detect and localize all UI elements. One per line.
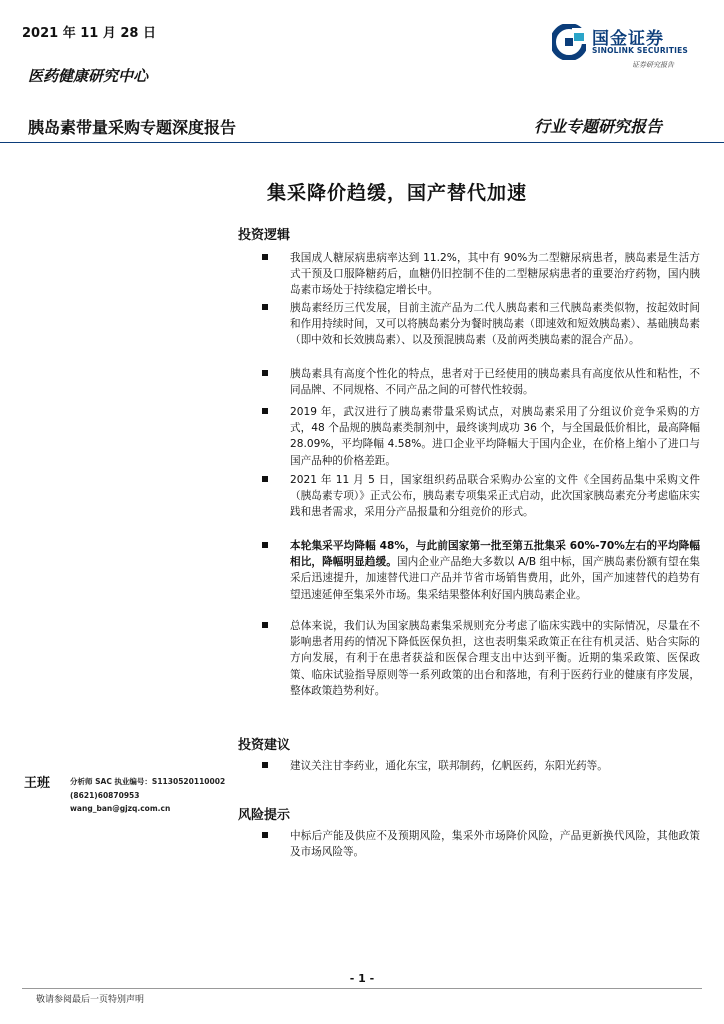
- analyst-email[interactable]: wang_ban@gjzq.com.cn: [70, 804, 171, 813]
- bullet-text: 2019 年，武汉进行了胰岛素带量采购试点，对胰岛素采用了分组议价竞争采购的方式，48 个品规的胰岛素类制剂中，最终谈判成功 36 个，与全国最低价相比，最高降幅 28.09%，平均降幅 4.58%。进口企业平均降幅大于国内企业，在价格上缩小了进口与国产品种的价格差距。: [290, 406, 700, 467]
- bullet-text: [290, 538, 700, 603]
- bullet-text: 胰岛素具有高度个性化的特点，患者对于已经使用的胰岛素具有高度依从性和粘性，不同品牌、不同规格、不同产品之间的可替代性较弱。: [290, 368, 700, 397]
- bullet-square-icon: [262, 622, 268, 628]
- bullet-square-icon: [262, 762, 268, 768]
- bullet-square-icon: [262, 254, 268, 260]
- section-heading-advice: 投资建议: [238, 738, 291, 753]
- department-name: 医药健康研究中心: [28, 67, 149, 85]
- bullet-square-icon: [262, 304, 268, 310]
- analyst-name: 王班: [24, 776, 51, 791]
- logo-text-en: SINOLINK SECURITIES: [592, 46, 689, 55]
- bullet-square-icon: [262, 542, 268, 548]
- analyst-phone: (8621)60870953: [70, 790, 140, 800]
- bullet-text: 中标后产能及供应不及预期风险，集采外市场降价风险，产品更新换代风险，其他政策及市场风险等。: [290, 830, 700, 859]
- logo-text-cn: 国金证券: [592, 29, 664, 49]
- page-number: - 1 -: [349, 972, 375, 985]
- bullet-text: 胰岛素经历三代发展，目前主流产品为二代人胰岛素和三代胰岛素类似物，按起效时间和作用持续时间，又可以将胰岛素分为餐时胰岛素（即速效和短效胰岛素）、基础胰岛素（即中效和长效胰岛素）、以及预混胰岛素（及前两类胰岛素的混合产品）。: [290, 302, 700, 347]
- bullet-text: 2021 年 11 月 5 日，国家组织药品联合采购办公室的文件《全国药品集中采购文件（胰岛素专项）》正式公布，胰岛素专项集采正式启动，此次国家胰岛素充分考虑临床实践和患者需求，采用分产品报量和分组竞价的形式。: [290, 474, 700, 519]
- footer-divider: [22, 988, 702, 989]
- bullet-square-icon: [262, 832, 268, 838]
- section-heading-logic: 投资逻辑: [238, 228, 291, 243]
- report-date: 2021 年 11 月 28 日: [22, 26, 156, 41]
- footer-disclaimer[interactable]: 敬请参阅最后一页特别声明: [36, 995, 145, 1005]
- bullet-square-icon: [262, 370, 268, 376]
- bullet-text: 建议关注甘李药业，通化东宝，联邦制药，亿帆医药，东阳光药等。: [290, 760, 608, 772]
- header-divider: [0, 142, 724, 143]
- bullet-square-icon: [262, 476, 268, 482]
- report-type: 行业专题研究报告: [534, 117, 663, 136]
- logo-subtitle: 证券研究报告: [632, 61, 674, 69]
- bullet-text: 我国成人糖尿病患病率达到 11.2%，其中有 90%为二型糖尿病患者，胰岛素是生活方式干预及口服降糖药后，血糖仍旧控制不佳的二型糖尿病患者的重要治疗药物，国内胰岛素市场处于持续稳定增长中。: [290, 252, 700, 297]
- sinolink-logo-icon: [552, 24, 586, 60]
- main-title: 集采降价趋缓，国产替代加速: [266, 182, 527, 204]
- section-heading-risk: 风险提示: [238, 808, 291, 823]
- bullet-text: 总体来说，我们认为国家胰岛素集采规则充分考虑了临床实践中的实际情况，尽量在不影响患者用药的情况下降低医保负担，这也表明集采政策正在往有机灵活、贴合实际的方向发展，有利于在患者获益和医保合理支出中达到平衡。近期的集采政策、医保政策、临床试验指导原则等一系列政策的出台和落地，有利于医药行业的健康有序发展，整体政策趋势利好。: [290, 620, 700, 697]
- bullet-rest-text: 国内企业产品绝大多数以 A/B 组中标，国产胰岛素份额有望在集采后迅速提升，加速替代进口产品并节省市场销售费用，此外，国产加速替代的趋势有望迅速延伸至集采外市场。集采结果整体利好国内胰岛素企业。: [290, 556, 700, 601]
- company-logo: [552, 22, 702, 68]
- analyst-info: [70, 775, 225, 816]
- report-title: 胰岛素带量采购专题深度报告: [28, 118, 237, 137]
- bullet-bold-text: 本轮集采平均降幅 48%，与此前国家第一批至第五批集采 60%-70%左右的平均降幅相比，降幅明显趋缓。: [290, 540, 700, 569]
- analyst-license: 分析师 SAC 执业编号：S1130520110002: [70, 777, 226, 786]
- bullet-square-icon: [262, 408, 268, 414]
